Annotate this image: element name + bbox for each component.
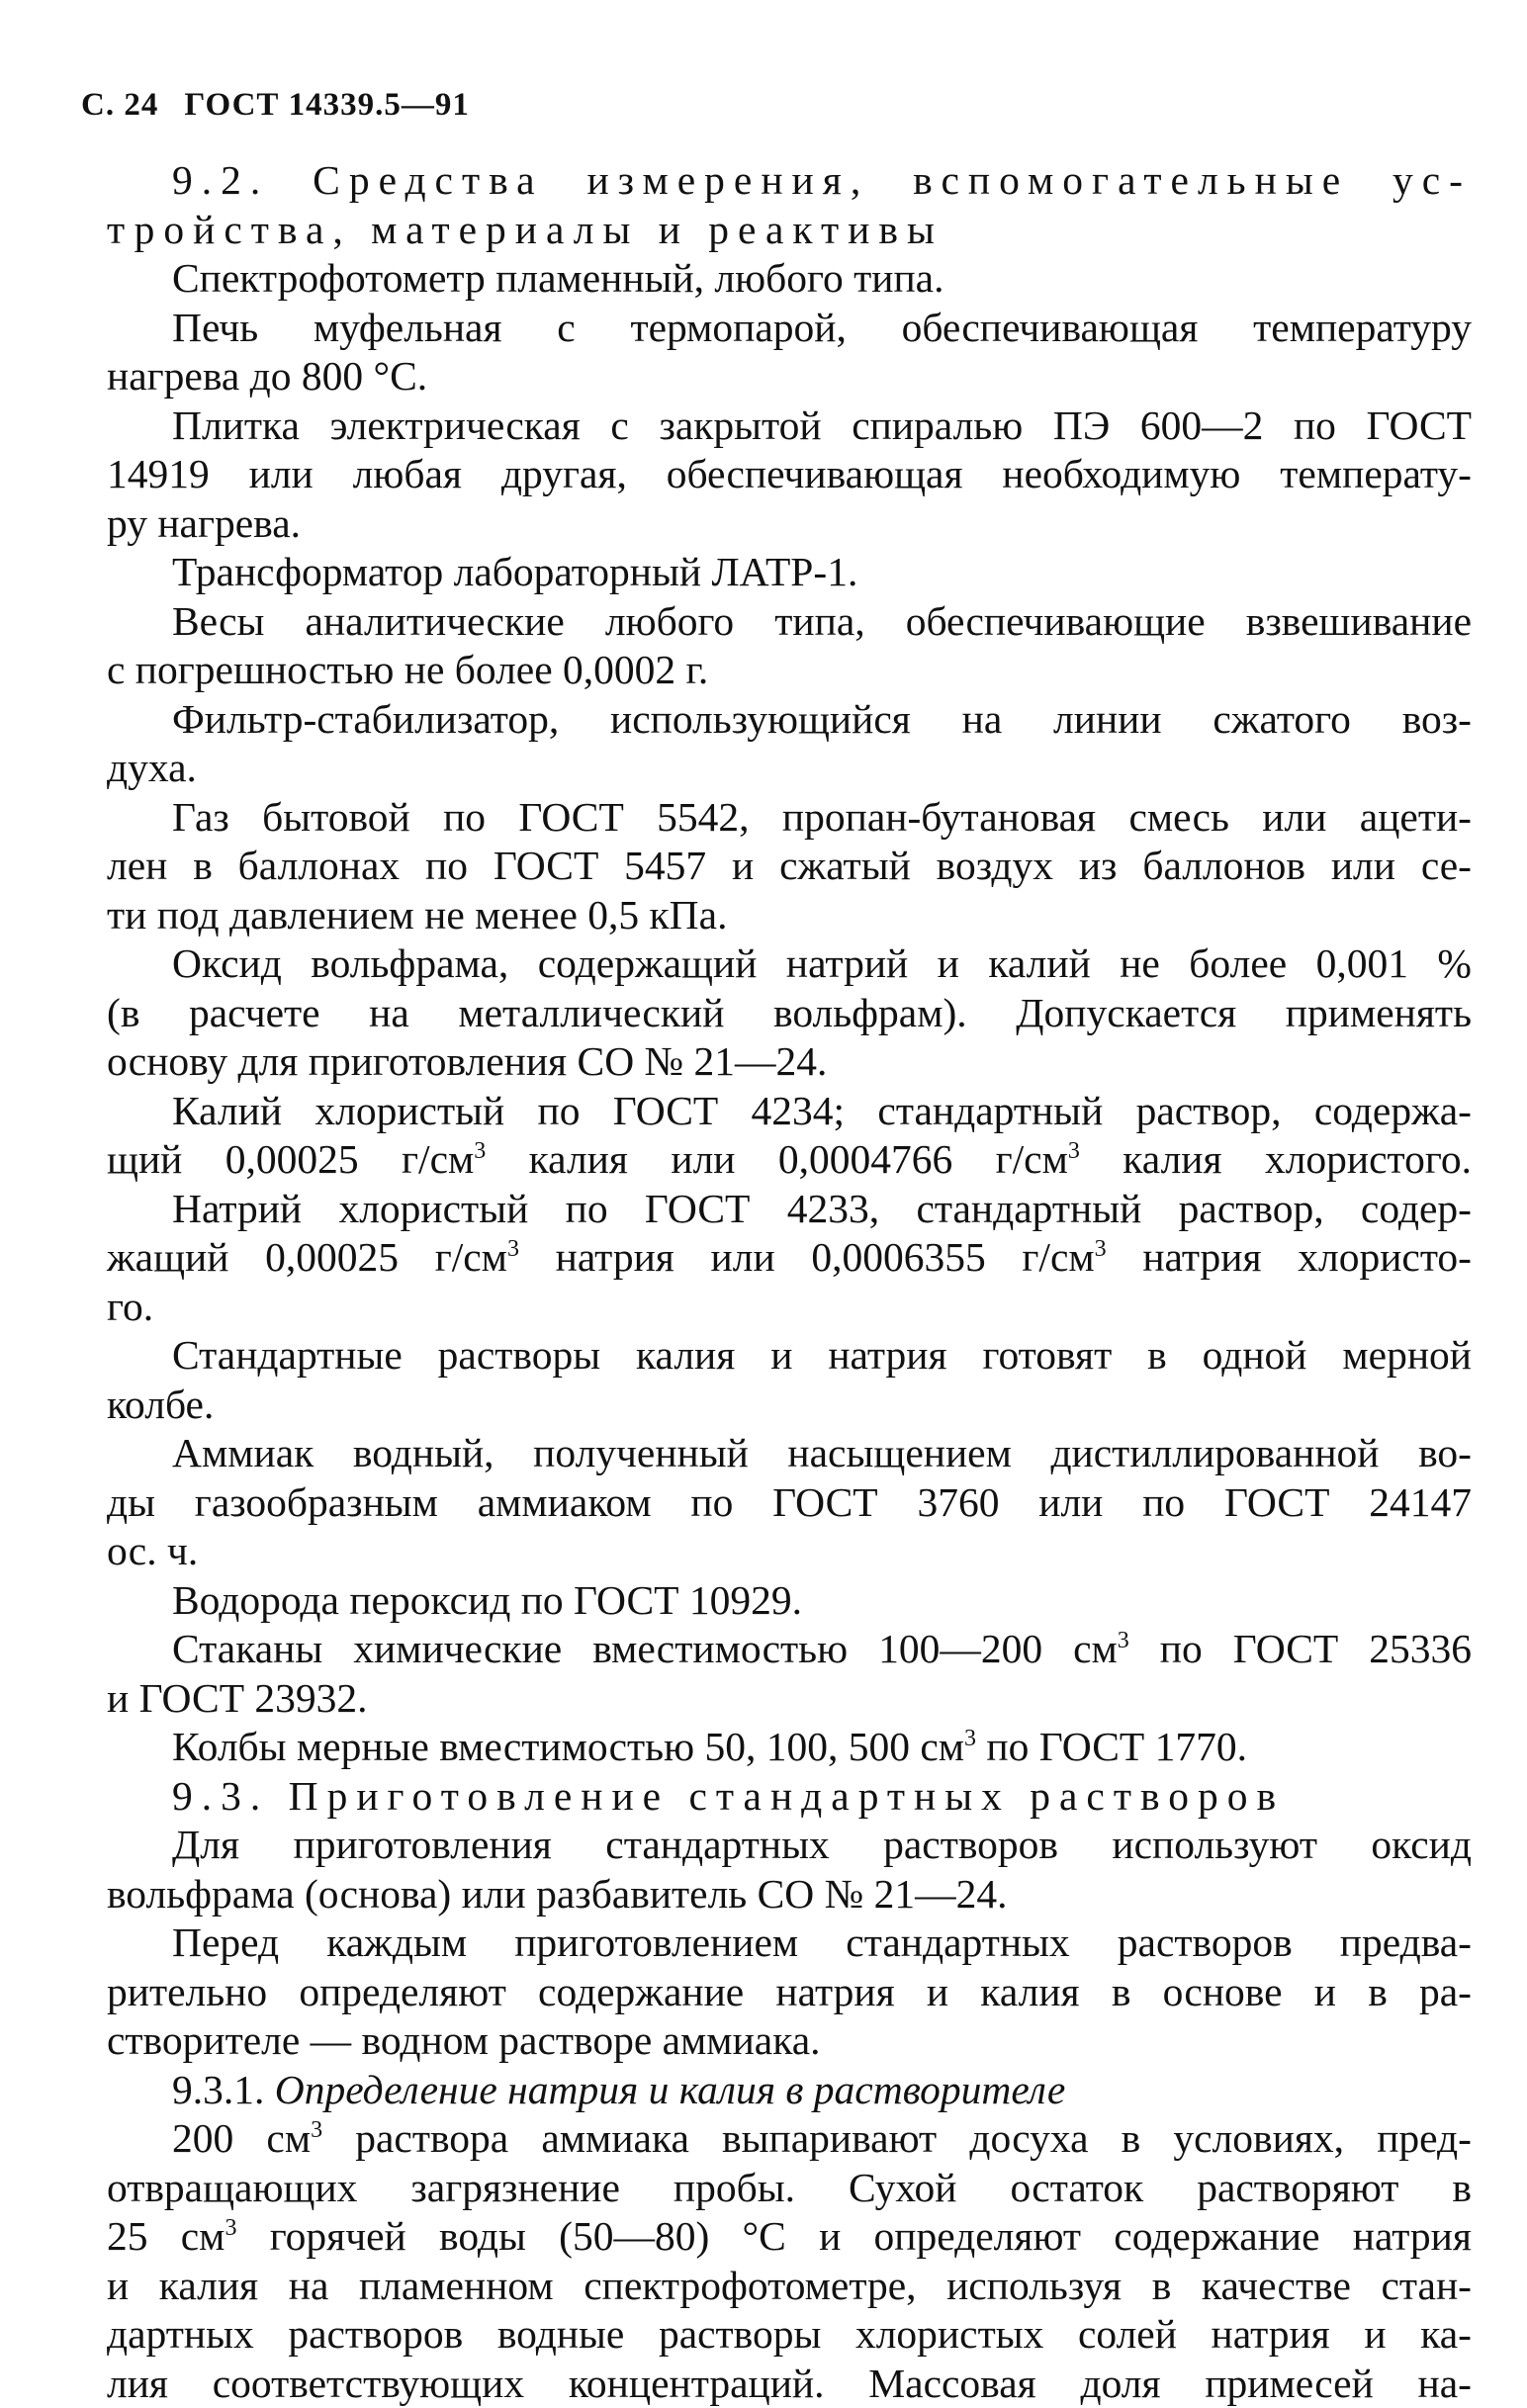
- text-line: Фильтр-стабилизатор, использующийся на линии сжатого воз-: [107, 695, 1472, 745]
- text-line: ру нагрева.: [107, 499, 1472, 549]
- text-line: и калия на пламенном спектрофотометре, используя в качестве стан-: [107, 2262, 1472, 2311]
- text-line: с погрешностью не более 0,0002 г.: [107, 646, 1472, 695]
- text-line: (в расчете на металлический вольфрам). Допускается применять: [107, 989, 1472, 1038]
- text-line: Колбы мерные вместимостью 50, 100, 500 $см^3$ по ГОСТ 1770.: [107, 1723, 1472, 1772]
- text-line: Трансформатор лабораторный ЛАТР-1.: [107, 548, 1472, 597]
- text-line: духа.: [107, 744, 1472, 793]
- text-line: нагрева до 800 °С.: [107, 352, 1472, 401]
- text-line: Спектрофотометр пламенный, любого типа.: [107, 254, 1472, 304]
- text-line: лен в баллонах по ГОСТ 5457 и сжатый воздух из баллонов или се-: [107, 842, 1472, 891]
- text-line: 14919 или любая другая, обеспечивающая необходимую температу-: [107, 450, 1472, 499]
- text-line: рительно определяют содержание натрия и калия в основе и в ра-: [107, 1968, 1472, 2017]
- text-line: жащий 0,00025 $г/см^3$ натрия или 0,0006355 $г/см^3$ натрия хлористо-: [107, 1233, 1472, 1283]
- text-line: Калий хлористый по ГОСТ 4234; стандартный раствор, содержа-: [107, 1087, 1472, 1136]
- text-line: ос. ч.: [107, 1527, 1472, 1576]
- text-line: 9.2. Средства измерения, вспомогательные ус-: [107, 156, 1472, 206]
- text-line: 9.3. Приготовление стандартных растворов: [107, 1772, 1472, 1822]
- text-line: Натрий хлористый по ГОСТ 4233, стандартный раствор, содер-: [107, 1185, 1472, 1234]
- text-line: 200 $см^3$ раствора аммиака выпаривают досуха в условиях, пред-: [107, 2114, 1472, 2164]
- text-line: вольфрама (основа) или разбавитель СО № 21—24.: [107, 1870, 1472, 1919]
- text-line: колбе.: [107, 1381, 1472, 1430]
- text-line: ды газообразным аммиаком по ГОСТ 3760 или по ГОСТ 24147: [107, 1478, 1472, 1528]
- text-line: лия соответствующих концентраций. Массовая доля примесей на-: [107, 2360, 1472, 2408]
- text-line: Печь муфельная с термопарой, обеспечивающая температуру: [107, 304, 1472, 353]
- text-line: ти под давлением не менее 0,5 кПа.: [107, 891, 1472, 940]
- document-body: [107, 156, 1472, 2408]
- text-line: створителе — водном растворе аммиака.: [107, 2016, 1472, 2066]
- text-line: Для приготовления стандартных растворов используют оксид: [107, 1821, 1472, 1870]
- text-line: Водорода пероксид по ГОСТ 10929.: [107, 1576, 1472, 1626]
- page-header: [81, 87, 495, 124]
- text-line: Плитка электрическая с закрытой спиралью ПЭ 600—2 по ГОСТ: [107, 401, 1472, 451]
- text-line: Оксид вольфрама, содержащий натрий и калий не более 0,001 %: [107, 939, 1472, 989]
- text-line: отвращающих загрязнение пробы. Сухой остаток растворяют в: [107, 2164, 1472, 2213]
- text-line: Аммиак водный, полученный насыщением дистиллированной во-: [107, 1429, 1472, 1478]
- text-line: Весы аналитические любого типа, обеспечивающие взвешивание: [107, 597, 1472, 647]
- text-line: дартных растворов водные растворы хлористых солей натрия и ка-: [107, 2310, 1472, 2360]
- standard-code: ГОСТ 14339.5—91: [184, 87, 470, 123]
- text-line: основу для приготовления СО № 21—24.: [107, 1037, 1472, 1087]
- text-line: 9.3.1. Определение натрия и калия в растворителе: [107, 2066, 1472, 2115]
- text-line: Перед каждым приготовлением стандартных растворов предва-: [107, 1918, 1472, 1968]
- text-line: и ГОСТ 23932.: [107, 1674, 1472, 1724]
- page-number: С. 24: [81, 87, 158, 123]
- text-line: Стаканы химические вместимостью 100—200 $см^3$ по ГОСТ 25336: [107, 1625, 1472, 1674]
- text-line: тройства, материалы и реактивы: [107, 206, 1472, 255]
- text-line: 25 $см^3$ горячей воды (50—80) °С и определяют содержание натрия: [107, 2212, 1472, 2262]
- text-line: Стандартные растворы калия и натрия готовят в одной мерной: [107, 1331, 1472, 1381]
- text-line: го.: [107, 1283, 1472, 1332]
- text-line: щий 0,00025 $г/см^3$ калия или 0,0004766 $г/см^3$ калия хлористого.: [107, 1135, 1472, 1185]
- text-line: Газ бытовой по ГОСТ 5542, пропан-бутановая смесь или ацети-: [107, 793, 1472, 843]
